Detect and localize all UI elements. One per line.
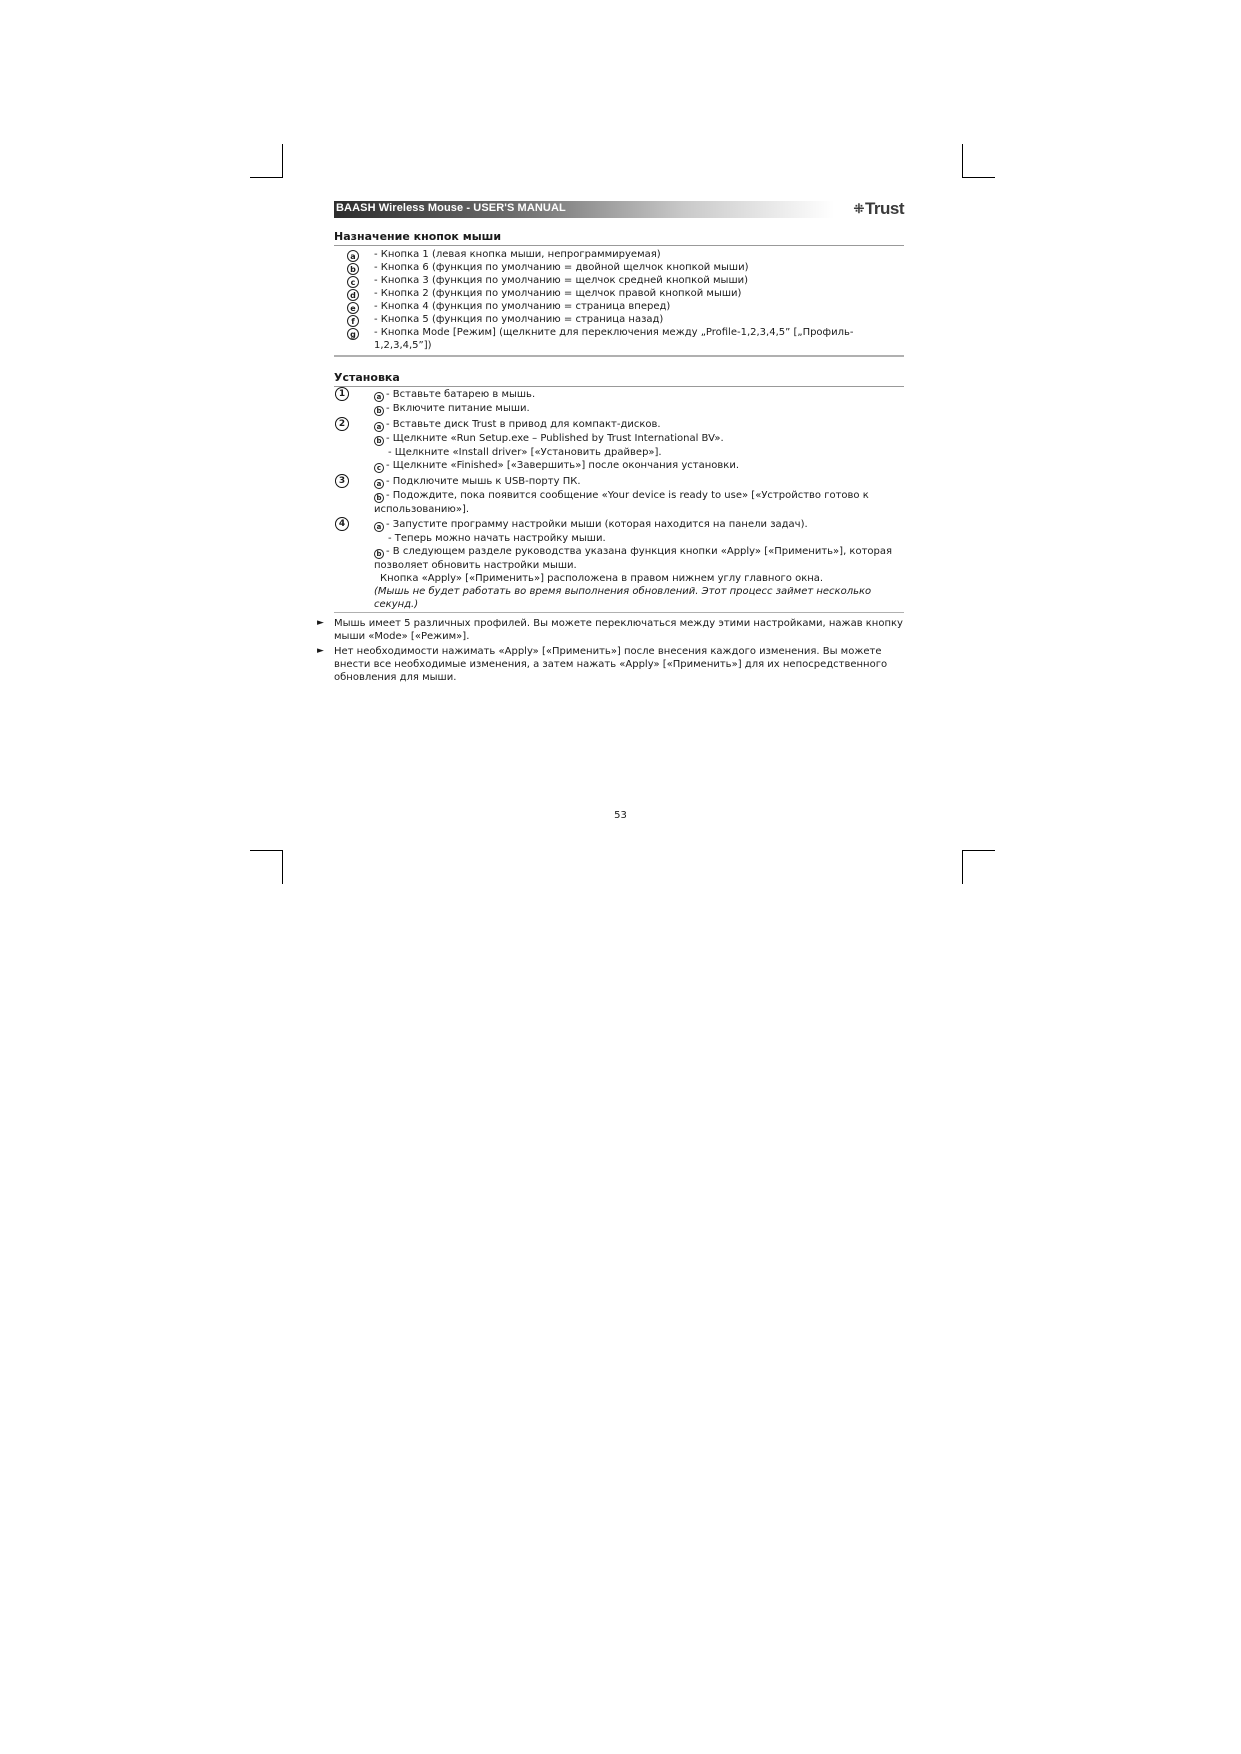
install-step-2-line (334, 459, 904, 473)
step-1-number-icon: 1 (335, 387, 349, 401)
manual-page (317, 196, 904, 684)
crop-mark-top-left-h (250, 177, 283, 178)
step-text: - Вставьте диск Trust в привод для компакт-дисков. (386, 419, 661, 430)
step-text: - Вставьте батарею в мышь. (386, 389, 536, 400)
button-item (334, 300, 904, 313)
install-step-3-continuation: использованию»]. (374, 504, 470, 515)
install-step-4-line (334, 518, 904, 532)
button-item-continuation: 1,2,3,4,5”]) (374, 340, 432, 351)
note-item (317, 617, 904, 643)
install-step-2-line (334, 418, 904, 432)
step-4-number-icon: 4 (335, 517, 349, 531)
install-section-title: Установка (334, 371, 904, 387)
install-step-4-continuation: позволяет обновить настройки мыши. (374, 560, 577, 571)
install-step-2-line: - Щелкните «Install driver» [«Установить драйвер»]. (388, 447, 662, 458)
note-text: внести все необходимые изменения, а затем нажать «Apply» [«Применить»] для их непосредственного (334, 659, 888, 670)
letter-g-icon: g (347, 328, 359, 340)
buttons-section-title: Назначение кнопок мыши (334, 230, 904, 246)
crop-mark-bottom-right-h (962, 850, 995, 851)
buttons-list (334, 248, 904, 352)
button-item (334, 274, 904, 287)
install-step-2-line (334, 432, 904, 446)
step-text: - Подождите, пока появится сообщение «Your device is ready to use» [«Устройство готово к (386, 490, 869, 501)
crop-mark-top-left-v (282, 144, 283, 178)
button-item-text: - Кнопка 2 (функция по умолчанию = щелчок правой кнопкой мыши) (374, 288, 742, 299)
note-text: обновления для мыши. (334, 672, 457, 683)
crop-mark-top-right-v (962, 144, 963, 178)
step-text: - В следующем разделе руководства указана функция кнопки «Apply» [«Применить»], которая (386, 546, 893, 557)
install-step-1-line (334, 388, 904, 402)
button-item (334, 326, 904, 339)
button-item (334, 261, 904, 274)
button-item-text: - Кнопка 5 (функция по умолчанию = страница назад) (374, 314, 664, 325)
letter-b-icon: b (374, 549, 384, 559)
bullet-arrow-icon: ► (317, 646, 324, 656)
note-text: Нет необходимости нажимать «Apply» [«Применить»] после внесения каждого изменения. Вы можете (334, 646, 882, 657)
crop-mark-top-right-h (962, 177, 995, 178)
page-number: 53 (614, 810, 627, 821)
letter-b-icon: b (374, 406, 384, 416)
button-item-text: - Кнопка Mode [Режим] (щелкните для переключения между „Profile-1,2,3,4,5” [„Профиль- (374, 327, 854, 338)
crop-mark-bottom-left-v (282, 850, 283, 884)
brand-logo (854, 199, 904, 219)
install-step-4-line: - Теперь можно начать настройку мыши. (388, 533, 606, 544)
bullet-arrow-icon: ► (317, 618, 324, 628)
letter-a-icon: a (374, 392, 384, 402)
step-text: - Включите питание мыши. (386, 403, 530, 414)
letter-b-icon: b (374, 493, 384, 503)
apply-button-note: Кнопка «Apply» [«Применить»] расположена в правом нижнем углу главного окна. (380, 573, 824, 584)
install-step-3-line (334, 475, 904, 489)
step-text: - Щелкните «Run Setup.exe – Published by Trust International BV». (386, 433, 724, 444)
brand-name: Trust (864, 199, 904, 218)
letter-d-icon: d (347, 289, 359, 301)
update-warning-note: (Мышь не будет работать во время выполнения обновлений. Этот процесс займет несколько (374, 586, 872, 597)
section-divider (334, 612, 904, 613)
step-text: - Подключите мышь к USB-порту ПК. (386, 476, 581, 487)
section-divider (334, 355, 904, 357)
letter-b-icon: b (347, 263, 359, 275)
button-item-text: - Кнопка 3 (функция по умолчанию = щелчок средней кнопкой мыши) (374, 275, 748, 286)
button-item-text: - Кнопка 4 (функция по умолчанию = страница вперед) (374, 301, 671, 312)
install-step-3-line (334, 489, 904, 503)
manual-title: BAASH Wireless Mouse - USER'S MANUAL (336, 202, 566, 214)
step-2-number-icon: 2 (335, 417, 349, 431)
step-text: - Щелкните «Finished» [«Завершить»] после окончания установки. (386, 460, 739, 471)
install-step-4-line (334, 545, 904, 559)
step-3-number-icon: 3 (335, 474, 349, 488)
letter-c-icon: c (347, 276, 359, 288)
button-item-text: - Кнопка 1 (левая кнопка мыши, непрограммируемая) (374, 249, 661, 260)
button-item-text: - Кнопка 6 (функция по умолчанию = двойной щелчок кнопкой мыши) (374, 262, 749, 273)
letter-e-icon: e (347, 302, 359, 314)
letter-b-icon: b (374, 436, 384, 446)
install-step-1-line (334, 402, 904, 416)
crop-mark-bottom-left-h (250, 850, 283, 851)
button-item (334, 248, 904, 261)
note-text: мыши «Mode» [«Режим»]. (334, 631, 470, 642)
step-text: - Запустите программу настройки мыши (которая находится на панели задач). (386, 519, 808, 530)
trust-logo-icon: ⁜ (853, 201, 864, 216)
letter-c-icon: c (374, 463, 384, 473)
button-item (334, 313, 904, 326)
page-header (334, 196, 904, 219)
letter-f-icon: f (347, 315, 359, 327)
letter-a-icon: a (347, 250, 359, 262)
crop-mark-bottom-right-v (962, 850, 963, 884)
install-steps (334, 388, 904, 611)
letter-a-icon: a (374, 522, 384, 532)
update-warning-note: секунд.) (374, 599, 419, 610)
button-item (334, 287, 904, 300)
note-text: Мышь имеет 5 различных профилей. Вы можете переключаться между этими настройками, нажав кнопку (334, 618, 903, 629)
letter-a-icon: a (374, 479, 384, 489)
note-item (317, 645, 904, 684)
letter-a-icon: a (374, 422, 384, 432)
